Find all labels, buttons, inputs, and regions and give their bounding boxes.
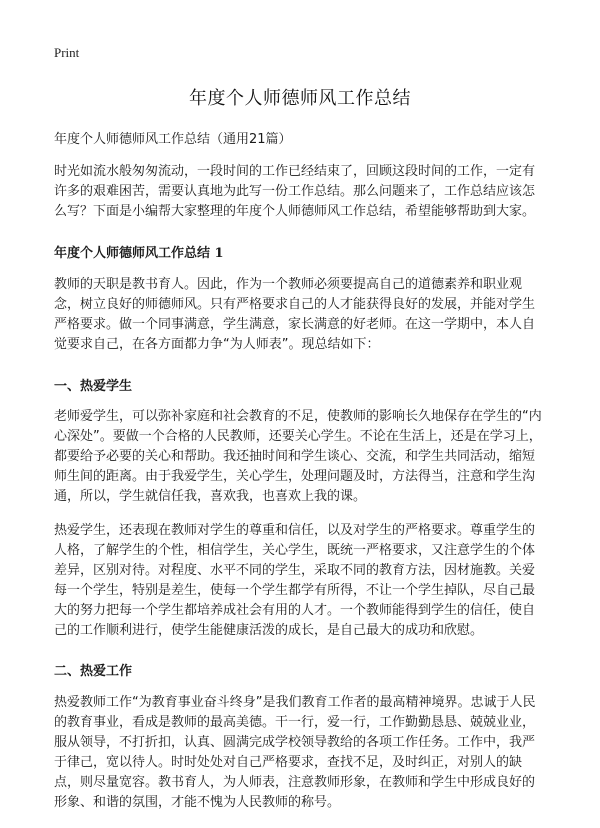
body-paragraph: 热爱教师工作“为教育事业奋斗终身”是我们教育工作者的最高精神境界。忠诚于人民的教育事业，看成是教师的最高美德。干一行，爱一行，工作勤勤恳恳、兢兢业业，服从领导，不打折扣，认真、圆满完成学校领导教给的各项工作任务。工作中，我严于律己，宽以待人。时时处处对自己严格要求，查找不足，及时纠正，对别人的缺点，则尽量宽容。教书育人，为人师表，注意教师形象，在教师和学生中形成良好的形象、和谐的氛围，才能不愧为人民教师的称号。	[54, 695, 536, 810]
page-title: 年度个人师德师风工作总结	[189, 88, 411, 109]
body-paragraph: 老师爱学生，可以弥补家庭和社会教育的不足，使教师的影响长久地保存在学生的“内心深处”。要做一个合格的人民教师，还要关心学生。不论在生活上，还是在学习上，都要给予必要的关心和帮助。我还抽时间和学生谈心、交流，和学生共同活动，缩短师生间的距离。由于我爱学生，关心学生，处理问题及时，方法得当，注意和学生沟通，所以，学生就信任我，喜欢我，也喜欢上我的课。	[54, 409, 542, 504]
intro-paragraph: 时光如流水般匆匆流动，一段时间的工作已经结束了，回顾这段时间的工作，一定有许多的艰难困苦，需要认真地为此写一份工作总结。那么问题来了，工作总结应该怎么写？下面是小编帮大家整理的年度个人师德师风工作总结，希望能够帮助到大家。	[54, 164, 536, 219]
subsection-heading-love-work: 二、热爱工作	[54, 664, 133, 679]
body-paragraph: 教师的天职是教书育人。因此，作为一个教师必须要提高自己的道德素养和职业观念，树立良好的师德师风。只有严格要求自己的人才能获得良好的发展，并能对学生严格要求。做一个同事满意，学生满意，家长满意的好老师。在这一学期中，本人自觉要求自己，在各方面都力争“为人师表”。现总结如下：	[54, 277, 536, 352]
section-heading: 年度个人师德师风工作总结 1	[54, 246, 224, 261]
print-label[interactable]: Print	[54, 45, 80, 60]
subsection-heading-love-students: 一、热爱学生	[54, 379, 133, 394]
document-subtitle: 年度个人师德师风工作总结（通用21篇）	[54, 132, 292, 147]
body-paragraph: 热爱学生，还表现在教师对学生的尊重和信任，以及对学生的严格要求。尊重学生的人格，了解学生的个性，相信学生，关心学生，既统一严格要求，又注意学生的个体差异，区别对待。对程度、水平不同的学生，采取不同的教育方法，因材施教。关爱每一个学生，特别是差生，使每一个学生都学有所得，不让一个学生掉队，尽自己最大的努力把每一个学生都培养成社会有用的人才。一个教师能得到学生的信任，使自己的工作顺利进行，使学生能健康活泼的成长，是自己最大的成功和欣慰。	[54, 523, 536, 638]
